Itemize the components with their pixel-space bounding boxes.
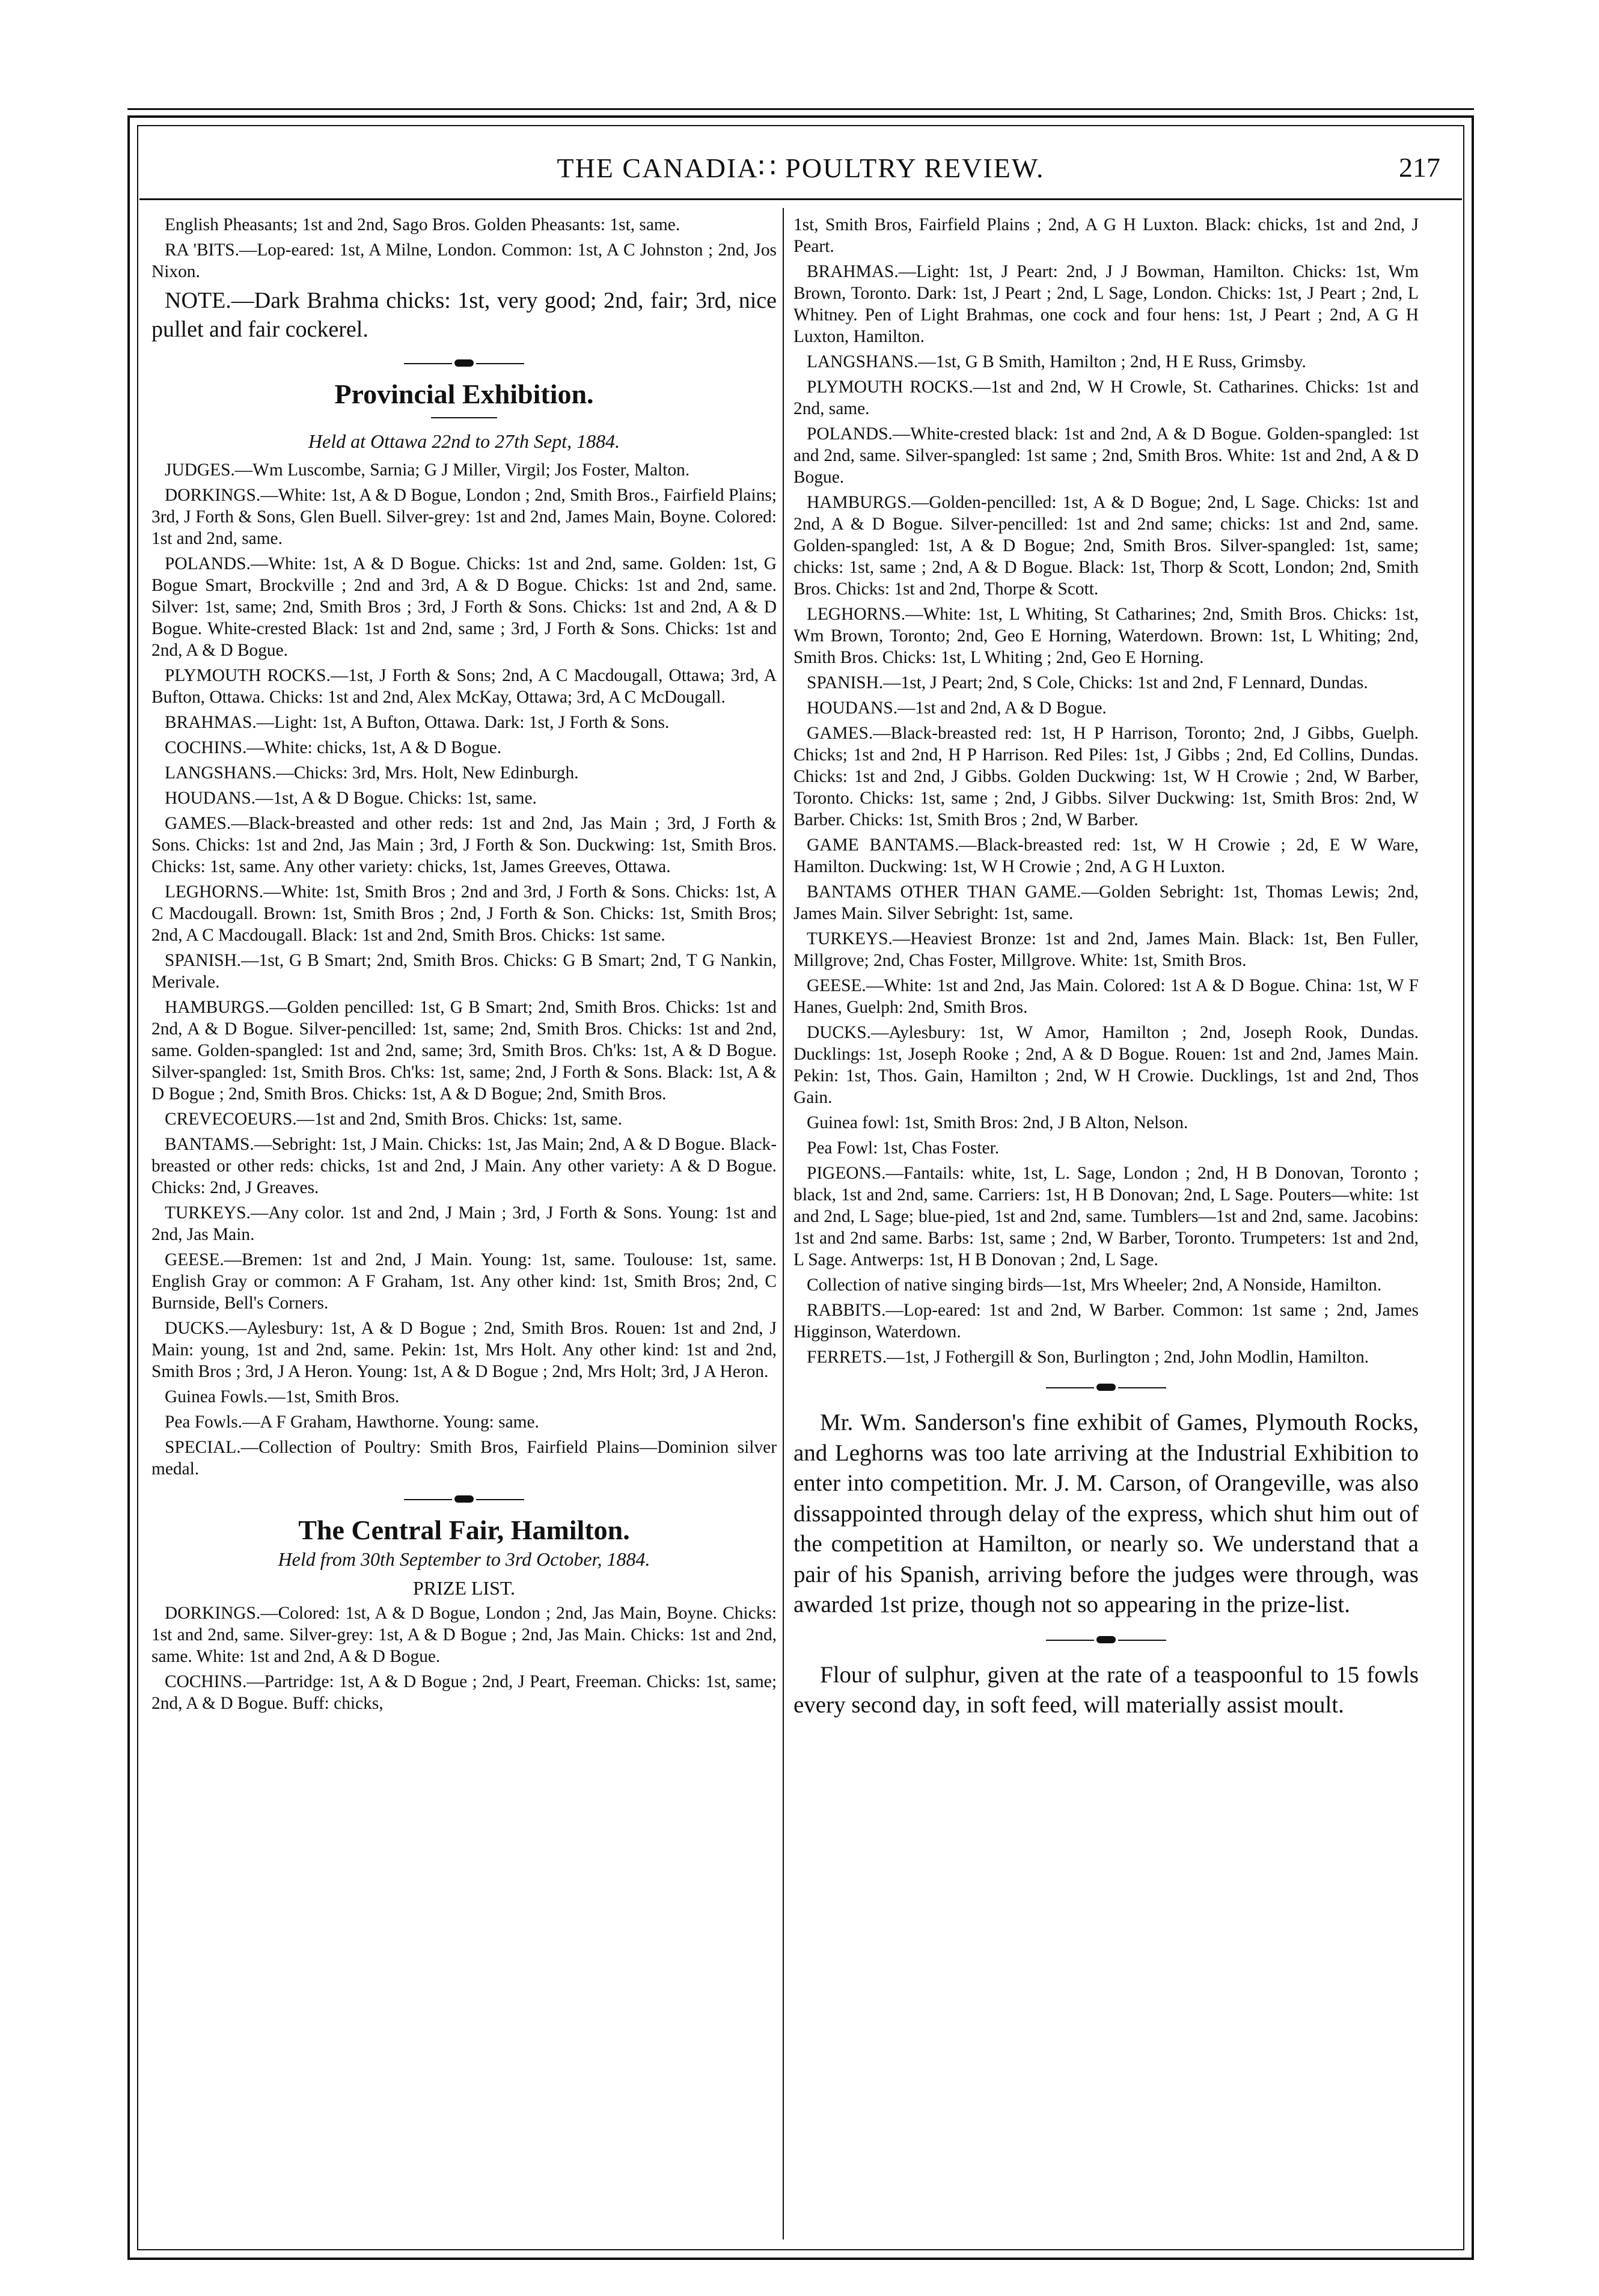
paragraph: LANGSHANS.—1st, G B Smith, Hamilton ; 2nd, H E Russ, Grimsby.	[807, 352, 1306, 371]
paragraph: GAME BANTAMS.—Black-breasted red: 1st, W H Crowie ; 2d, E W Ware, Hamilton. Duckwing: 1st, W H Crowie ; 2nd, A G H Luxton.	[793, 835, 1419, 876]
paragraph: Guinea Fowls.—1st, Smith Bros.	[165, 1387, 400, 1406]
editorial-paragraph: Mr. Wm. Sanderson's fine exhibit of Games, Plymouth Rocks, and Leghorns was too late arriving at the Industrial Exhibition to enter into competition. Mr. J. M. Carson, of Orangeville, was also dissappointed through delay of the express, which shut him out of the competition at Hamilton, or nearly so. We understand that a pair of his Spanish, arriving before the judges were through, was awarded 1st prize, though not so appearing in the prize-list.	[793, 1409, 1419, 1617]
section-heading-provincial: Provincial Exhibition.	[334, 379, 594, 409]
paragraph: DUCKS.—Aylesbury: 1st, A & D Bogue ; 2nd, Smith Bros. Rouen: 1st and 2nd, J Main: young, 1st and 2nd, same. Pekin: 1st, Mrs Holt. Any other kind: 1st and 2nd, Smith Bros ; 3rd, J A Heron. Young: 1st, A & D Bogue ; 2nd, Mrs Holt; 3rd, J A Heron.	[151, 1319, 777, 1381]
paragraph: HOUDANS.—1st, A & D Bogue. Chicks: 1st, same.	[165, 789, 537, 808]
paragraph: 1st, Smith Bros, Fairfield Plains ; 2nd, A G H Luxton. Black: chicks, 1st and 2nd, J Peart.	[793, 215, 1419, 256]
paragraph: SPANISH.—1st, J Peart; 2nd, S Cole, Chicks: 1st and 2nd, F Lennard, Dundas.	[807, 673, 1368, 692]
paragraph: SPECIAL.—Collection of Poultry: Smith Bros, Fairfield Plains—Dominion silver medal.	[151, 1438, 777, 1479]
page-number: 217	[1399, 152, 1440, 183]
journal-title: THE CANADIA∷ POULTRY REVIEW.	[557, 153, 1045, 183]
paragraph: DORKINGS.—White: 1st, A & D Bogue, London ; 2nd, Smith Bros., Fairfield Plains; 3rd, J Forth & Sons, Glen Buell. Silver-grey: 1st and 2nd, James Main, Boyne. Colored: 1st and 2nd, same.	[151, 486, 777, 548]
paragraph: CREVECOEURS.—1st and 2nd, Smith Bros. Chicks: 1st, same.	[165, 1110, 622, 1129]
short-rule	[431, 417, 497, 418]
paragraph: RABBITS.—Lop-eared: 1st and 2nd, W Barber. Common: 1st same ; 2nd, James Higginson, Waterdown.	[793, 1301, 1419, 1342]
header-rule	[139, 198, 1462, 200]
paragraph: TURKEYS.—Heaviest Bronze: 1st and 2nd, James Main. Black: 1st, Ben Fuller, Millgrove; 2nd, Chas Foster, Millgrove. White: 1st, Smith Bros.	[793, 929, 1419, 970]
paragraph: GEESE.—White: 1st and 2nd, Jas Main. Colored: 1st A & D Bogue. China: 1st, W F Hanes, Guelph: 2nd, Smith Bros.	[793, 976, 1419, 1017]
paragraph: TURKEYS.—Any color. 1st and 2nd, J Main ; 3rd, J Forth & Sons. Young: 1st and 2nd, Jas Main.	[151, 1203, 777, 1244]
paragraph: FERRETS.—1st, J Fothergill & Son, Burlington ; 2nd, John Modlin, Hamilton.	[807, 1348, 1369, 1367]
paragraph: LANGSHANS.—Chicks: 3rd, Mrs. Holt, New Edinburgh.	[165, 763, 579, 783]
paragraph: Collection of native singing birds—1st, Mrs Wheeler; 2nd, A Nonside, Hamilton.	[807, 1275, 1382, 1295]
paragraph: BRAHMAS.—Light: 1st, A Bufton, Ottawa. Dark: 1st, J Forth & Sons.	[165, 713, 670, 732]
prize-list-label: PRIZE LIST.	[412, 1577, 516, 1599]
paragraph: LEGHORNS.—White: 1st, L Whiting, St Catharines; 2nd, Smith Bros. Chicks: 1st, Wm Brown, Toronto; 2nd, Geo E Horning, Waterdown. Brown: 1st, L Whiting; 2nd, Smith Bros. Chicks: 1st, L Whiting ; 2nd, Geo E Horning.	[793, 605, 1419, 667]
editorial-paragraph: Flour of sulphur, given at the rate of a teaspoonful to 15 fowls every second day, in soft feed, will materially assist moult.	[793, 1661, 1419, 1718]
paragraph: GAMES.—Black-breasted and other reds: 1st and 2nd, Jas Main ; 3rd, J Forth & Sons. Chicks: 1st and 2nd, Jas Main ; 3rd, J Forth & Son. Duckwing: 1st, Smith Bros. Chicks: 1st, same. Any other variety: chicks, 1st, James Greeves, Ottawa.	[151, 814, 777, 876]
paragraph: POLANDS.—White: 1st, A & D Bogue. Chicks: 1st and 2nd, same. Golden: 1st, G Bogue Smart, Brockville ; 2nd and 3rd, A & D Bogue. Chicks: 1st and 2nd, same. Silver: 1st, same; 2nd, Smith Bros ; 3rd, J Forth & Sons. Chicks: 1st and 2nd, A & D Bogue. White-crested Black: 1st and 2nd, same ; 3rd, J Forth & Sons. Chicks: 1st and 2nd, A & D Bogue.	[151, 554, 777, 660]
top-rule	[127, 108, 1474, 110]
paragraph: Pea Fowls.—A F Graham, Hawthorne. Young: same.	[165, 1412, 539, 1432]
ornament-divider	[151, 359, 777, 368]
paragraph: PLYMOUTH ROCKS.—1st, J Forth & Sons; 2nd, A C Macdougall, Ottawa; 3rd, A Bufton, Ottawa. Chicks: 1st and 2nd, Alex McKay, Ottawa; 3rd, A C McDougall.	[151, 666, 777, 707]
paragraph: HOUDANS.—1st and 2nd, A & D Bogue.	[807, 698, 1107, 718]
ornament-divider	[793, 1384, 1419, 1392]
paragraph: COCHINS.—Partridge: 1st, A & D Bogue ; 2nd, J Peart, Freeman. Chicks: 1st, same; 2nd, A & D Bogue. Buff: chicks,	[151, 1672, 777, 1713]
ornament-divider	[151, 1495, 777, 1504]
paragraph: HAMBURGS.—Golden-pencilled: 1st, A & D Bogue; 2nd, L Sage. Chicks: 1st and 2nd, A & D Bogue. Silver-pencilled: 1st and 2nd same; chicks: 1st and 2nd, same. Golden-spangled: 1st, A & D Bogue; 2nd, Smith Bros. Silver-spangled: 1st, same; chicks: 1st, same ; 2nd, A & D Bogue. Black: 1st, Thorp & Scott, London; 2nd, Smith Bros. Chicks: 1st and 2nd, Thorpe & Scott.	[793, 493, 1419, 599]
paragraph: SPANISH.—1st, G B Smart; 2nd, Smith Bros. Chicks: G B Smart; 2nd, T G Nankin, Merivale.	[151, 951, 777, 992]
paragraph: Guinea fowl: 1st, Smith Bros: 2nd, J B Alton, Nelson.	[807, 1113, 1188, 1132]
paragraph: GAMES.—Black-breasted red: 1st, H P Harrison, Toronto; 2nd, J Gibbs, Guelph. Chicks; 1st and 2nd, H P Harrison. Red Piles: 1st, J Gibbs ; 2nd, Ed Collins, Dundas. Chicks: 1st and 2nd, J Gibbs. Golden Duckwing: 1st, W H Crowie ; 2nd, W Barber, Toronto. Chicks: 1st, same ; 2nd, J Gibbs. Silver Duckwing: 1st, Smith Bros: 2nd, W Barber. Chicks: 1st, Smith Bros ; 2nd, W Barber.	[793, 724, 1419, 829]
paragraph: Pea Fowl: 1st, Chas Foster.	[807, 1138, 1000, 1158]
paragraph: BRAHMAS.—Light: 1st, J Peart: 2nd, J J Bowman, Hamilton. Chicks: 1st, Wm Brown, Toronto. Dark: 1st, J Peart ; 2nd, L Sage, London. Chicks: 1st, J Peart ; 2nd, L Whitney. Pen of Light Brahmas, one cock and four hens: 1st, J Peart ; 2nd, A G H Luxton, Hamilton.	[793, 262, 1419, 346]
paragraph: DUCKS.—Aylesbury: 1st, W Amor, Hamilton ; 2nd, Joseph Rook, Dundas. Ducklings: 1st, Joseph Rooke ; 2nd, A & D Bogue. Rouen: 1st and 2nd, James Main. Pekin: 1st, Thos. Gain, Hamilton ; 2nd, W H Crowie. Ducklings, 1st and 2nd, Thos Gain.	[793, 1023, 1419, 1107]
paragraph: COCHINS.—White: chicks, 1st, A & D Bogue.	[165, 738, 502, 757]
paragraph: POLANDS.—White-crested black: 1st and 2nd, A & D Bogue. Golden-spangled: 1st and 2nd, same. Silver-spangled: 1st same ; 2nd, Smith Bros. White: 1st and 2nd, A & D Bogue.	[793, 424, 1419, 487]
running-header	[139, 144, 1462, 198]
paragraph: PLYMOUTH ROCKS.—1st and 2nd, W H Crowle, St. Catharines. Chicks: 1st and 2nd, same.	[793, 377, 1419, 418]
paragraph: LEGHORNS.—White: 1st, Smith Bros ; 2nd and 3rd, J Forth & Sons. Chicks: 1st, A C Macdougall. Brown: 1st, Smith Bros ; 2nd, J Forth & Son. Chicks: 1st, Smith Bros; 2nd, A C Macdougall. Black: 1st and 2nd, Smith Bros. Chicks: 1st same.	[151, 882, 777, 945]
paragraph: BANTAMS.—Sebright: 1st, J Main. Chicks: 1st, Jas Main; 2nd, A & D Bogue. Black-breasted or other reds: chicks, 1st and 2nd, J Main. Any other variety: A & D Bogue. Chicks: 2nd, J Greaves.	[151, 1135, 777, 1197]
ornament-divider	[793, 1636, 1419, 1644]
paragraph: English Pheasants; 1st and 2nd, Sago Bros. Golden Pheasants: 1st, same.	[165, 215, 680, 234]
left-column	[151, 214, 777, 1718]
paragraph: JUDGES.—Wm Luscombe, Sarnia; G J Miller, Virgil; Jos Foster, Malton.	[165, 460, 690, 480]
paragraph: PIGEONS.—Fantails: white, 1st, L. Sage, London ; 2nd, H B Donovan, Toronto ; black, 1st and 2nd, same. Carriers: 1st, H B Donovan; 2nd, L Sage. Pouters—white: 1st and 2nd, L Sage; blue-pied, 1st and 2nd, same. Tumblers—1st and 2nd, same. Jacobins: 1st and 2nd same. Barbs: 1st, same ; 2nd, W Barber, Toronto. Trumpeters: 1st and 2nd, L Sage. Antwerps: 1st, H B Donovan ; 2nd, L Sage.	[793, 1164, 1419, 1269]
paragraph: BANTAMS OTHER THAN GAME.—Golden Sebright: 1st, Thomas Lewis; 2nd, James Main. Silver Sebright: 1st, same.	[793, 882, 1419, 923]
column-divider	[783, 208, 784, 2240]
section-dateline: Held at Ottawa 22nd to 27th Sept, 1884.	[308, 430, 620, 452]
note-paragraph: NOTE.—Dark Brahma chicks: 1st, very good; 2nd, fair; 3rd, nice pullet and fair cockerel.	[151, 288, 777, 342]
section-heading-central-fair: The Central Fair, Hamilton.	[298, 1515, 630, 1545]
paragraph: GEESE.—Bremen: 1st and 2nd, J Main. Young: 1st, same. Toulouse: 1st, same. English Gray or common: A F Graham, 1st. Any other kind: 1st, Smith Bros; 2nd, C Burnside, Bell's Corners.	[151, 1250, 777, 1313]
right-column	[793, 214, 1419, 1723]
paragraph: RA 'BITS.—Lop-eared: 1st, A Milne, London. Common: 1st, A C Johnston ; 2nd, Jos Nixon.	[151, 240, 777, 281]
section-dateline: Held from 30th September to 3rd October, 1884.	[278, 1548, 650, 1570]
paragraph: DORKINGS.—Colored: 1st, A & D Bogue, London ; 2nd, Jas Main, Boyne. Chicks: 1st and 2nd, same. Silver-grey: 1st, A & D Bogue ; 2nd, Jas Main. Chicks: 1st and 2nd, same. White: 1st and 2nd, A & D Bogue.	[151, 1604, 777, 1666]
paragraph: HAMBURGS.—Golden pencilled: 1st, G B Smart; 2nd, Smith Bros. Chicks: 1st and 2nd, A & D Bogue. Silver-pencilled: 1st, same; 2nd, Smith Bros. Chicks: 1st and 2nd, same. Golden-spangled: 1st and 2nd, same; 3rd, Smith Bros. Ch'ks: 1st, A & D Bogue. Silver-spangled: 1st, Smith Bros. Ch'ks: 1st, same; 2nd, J Forth & Sons. Black: 1st, A & D Bogue ; 2nd, Smith Bros. Chicks: 1st, A & D Bogue; 2nd, Smith Bros.	[151, 998, 777, 1104]
